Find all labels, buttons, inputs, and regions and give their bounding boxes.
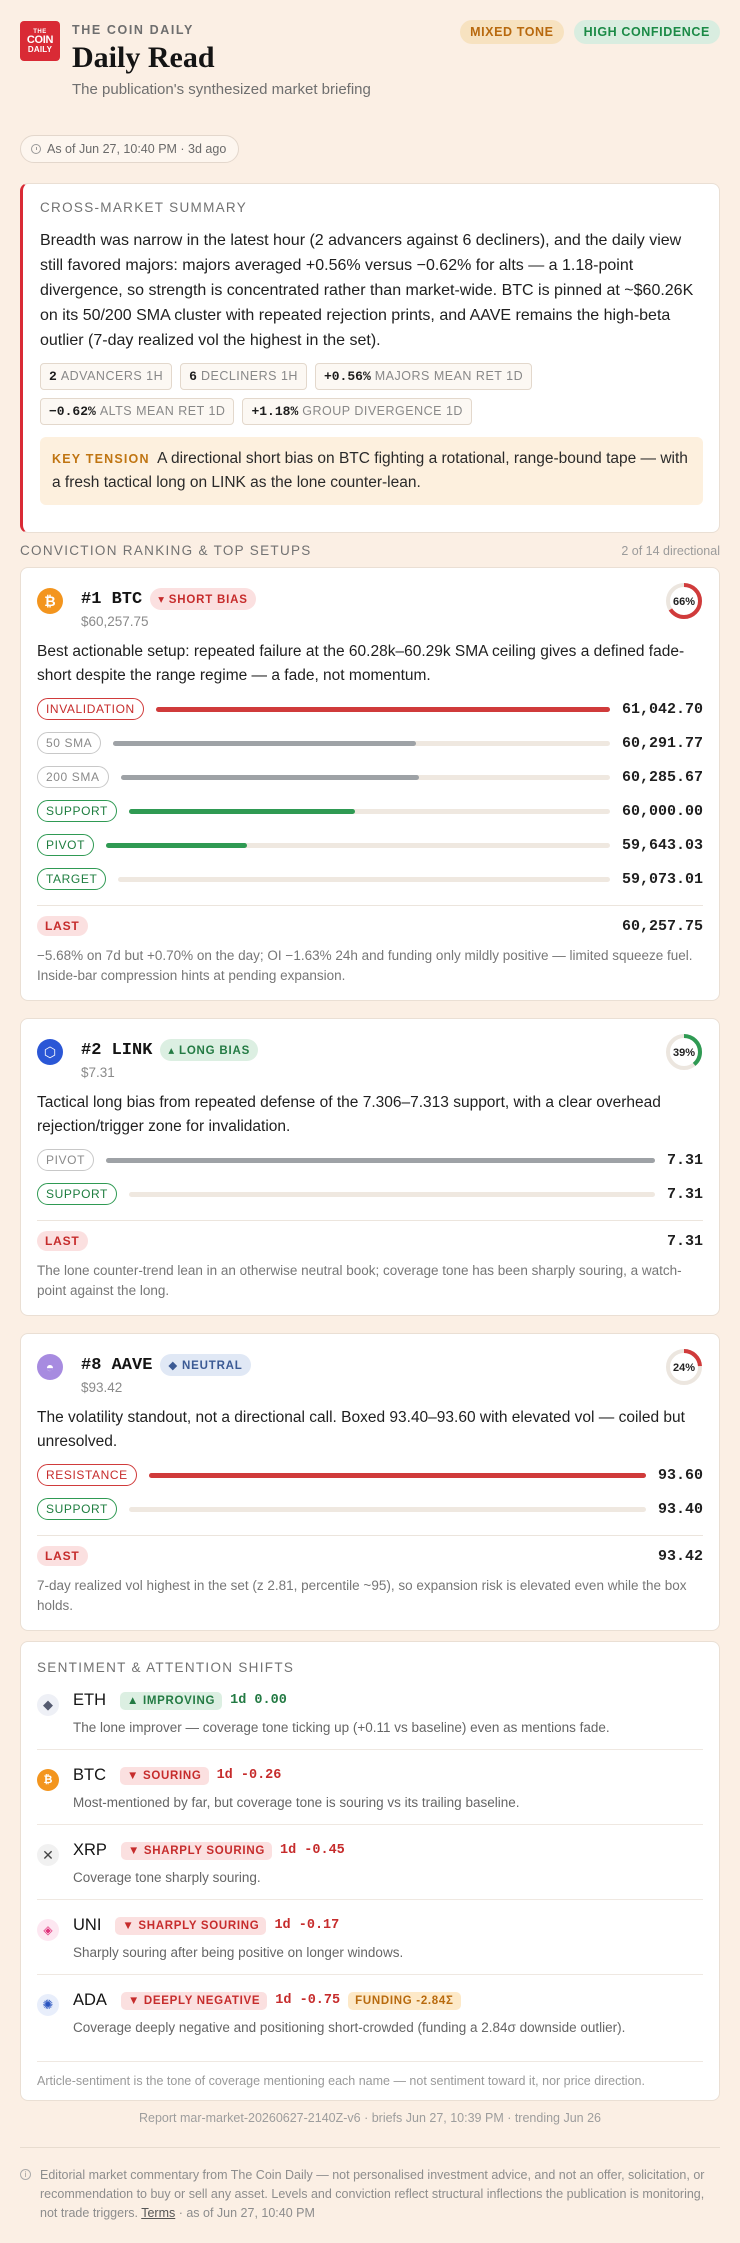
key-tension-text: A directional short bias on BTC fighting a rotational, range-bound tape — with a fresh tactical long on LINK as the lone counter-lean. xyxy=(52,450,688,491)
stat-chip xyxy=(180,363,307,390)
level-value: 93.60 xyxy=(657,1466,703,1484)
bias-badge: ◆ NEUTRAL xyxy=(160,1354,250,1376)
level-bar xyxy=(129,1507,646,1512)
level-bar-fill xyxy=(113,741,416,746)
sentiment-symbol: ETH xyxy=(73,1691,106,1709)
sentiment-row[interactable] xyxy=(37,1825,703,1900)
level-tag: TARGET xyxy=(37,868,106,890)
sentiment-symbol: XRP xyxy=(73,1841,107,1859)
level-tag: RESISTANCE xyxy=(37,1464,137,1486)
disclaimer-asof: · as of Jun 27, 10:40 PM xyxy=(175,2206,315,2220)
level-row xyxy=(37,1463,703,1487)
conviction-ring xyxy=(665,1348,703,1386)
sentiment-section xyxy=(20,1641,720,2101)
funding-tag: FUNDING -2.84Σ xyxy=(348,1992,461,2010)
setup-rank-symbol: #8 AAVE xyxy=(81,1355,153,1375)
conviction-value: 39% xyxy=(672,1047,696,1059)
report-id: Report mar-market-20260627-2140Z-v6 · briefs Jun 27, 10:39 PM · trending Jun 26 xyxy=(138,2111,602,2125)
level-row xyxy=(37,1148,703,1172)
sentiment-delta: 1d 0.00 xyxy=(230,1693,287,1708)
level-value: 61,042.70 xyxy=(621,700,703,718)
ethereum-icon: ◆ xyxy=(37,1694,59,1716)
price-levels xyxy=(37,1463,703,1521)
level-bar-fill xyxy=(149,1473,646,1478)
level-bar xyxy=(149,1473,646,1478)
stat-value: +1.18% xyxy=(251,404,299,419)
level-row xyxy=(37,731,703,755)
as-of-text: As of Jun 27, 10:40 PM · 3d ago xyxy=(47,142,227,156)
level-row xyxy=(37,765,703,789)
sentiment-description: Coverage deeply negative and positioning short-crowded (funding a 2.84σ downside outlier). xyxy=(73,2020,626,2035)
sentiment-row-top xyxy=(73,1766,703,1785)
last-value: 93.42 xyxy=(657,1547,703,1565)
level-value: 60,000.00 xyxy=(621,802,703,820)
summary-stats xyxy=(40,363,703,425)
sentiment-row[interactable] xyxy=(37,1900,703,1975)
sentiment-description: The lone improver — coverage tone ticking up (+0.11 vs baseline) even as mentions fade. xyxy=(73,1720,610,1735)
setup-note: The lone counter-trend lean in an otherwise neutral book; coverage tone has been sharply souring, a watch-point against the long. xyxy=(37,1263,682,1298)
setup-description: Tactical long bias from repeated defense of the 7.306–7.313 support, with a clear overhead rejection/trigger zone for invalidation. xyxy=(37,1094,661,1135)
level-value: 60,285.67 xyxy=(621,768,703,786)
setup-list xyxy=(20,567,720,1631)
sentiment-row[interactable] xyxy=(37,1750,703,1825)
level-row xyxy=(37,697,703,721)
level-bar xyxy=(121,775,610,780)
price-levels xyxy=(37,697,703,891)
last-price-row xyxy=(37,1535,703,1566)
key-tension xyxy=(40,437,703,505)
level-tag: PIVOT xyxy=(37,834,94,856)
setup-header xyxy=(37,584,703,630)
cardano-icon: ✺ xyxy=(37,1994,59,2016)
setup-header xyxy=(37,1035,703,1081)
info-icon: i xyxy=(20,2169,31,2180)
summary-text: Breadth was narrow in the latest hour (2 advancers against 6 decliners), and the daily view still favored majors: majors averaged +0.56% versus −0.62% for alts — a 1.18-point divergence, so strength is concentrated rather than market-wide. BTC is pinned at ~$60.26K on its 50/200 SMA cluster with repeated rejection prints, and AAVE remains the high-beta outlier (7-day realized vol the highest in the set). xyxy=(40,232,694,349)
sentiment-delta: 1d -0.75 xyxy=(275,1993,341,2008)
last-tag: LAST xyxy=(37,916,88,936)
stat-chip xyxy=(40,363,172,390)
terms-link[interactable]: Terms xyxy=(141,2206,176,2220)
level-row xyxy=(37,833,703,857)
last-tag: LAST xyxy=(37,1231,88,1251)
last-value: 7.31 xyxy=(666,1232,703,1250)
sentiment-label: SENTIMENT & ATTENTION SHIFTS xyxy=(37,1660,295,1675)
level-row xyxy=(37,799,703,823)
key-tension-label: KEY TENSION xyxy=(52,452,150,466)
stat-label: MAJORS MEAN RET 1D xyxy=(374,369,524,383)
last-value: 60,257.75 xyxy=(621,917,703,935)
summary-label: CROSS-MARKET SUMMARY xyxy=(40,200,248,215)
tone-badge: MIXED TONE xyxy=(460,20,564,44)
sentiment-tag: ▼ SOURING xyxy=(120,1767,209,1785)
sentiment-tag: ▼ DEEPLY NEGATIVE xyxy=(121,1992,267,2010)
bitcoin-icon: ₿ xyxy=(37,1769,59,1791)
stat-value: +0.56% xyxy=(323,369,371,384)
sentiment-tag: ▼ SHARPLY SOURING xyxy=(115,1917,266,1935)
sentiment-description: Coverage tone sharply souring. xyxy=(73,1870,261,1885)
sentiment-row-top xyxy=(73,1916,703,1935)
sentiment-description: Sharply souring after being positive on longer windows. xyxy=(73,1945,404,1960)
setup-card[interactable] xyxy=(20,1018,720,1316)
header-badges xyxy=(460,20,720,44)
sentiment-row-top xyxy=(73,1991,703,2010)
stat-label: GROUP DIVERGENCE 1D xyxy=(302,404,463,418)
sentiment-row[interactable] xyxy=(37,1675,703,1750)
stat-value: −0.62% xyxy=(49,404,96,419)
aave-icon: ◓ xyxy=(37,1354,63,1380)
clock-icon xyxy=(31,144,41,154)
level-value: 59,073.01 xyxy=(621,870,703,888)
publication-name: THE COIN DAILY xyxy=(72,23,194,37)
level-tag: PIVOT xyxy=(37,1149,94,1171)
level-row xyxy=(37,867,703,891)
level-tag: 50 SMA xyxy=(37,732,101,754)
setup-header xyxy=(37,1350,703,1396)
bitcoin-icon: ₿ xyxy=(37,588,63,614)
sentiment-delta: 1d -0.17 xyxy=(274,1918,340,1933)
level-bar-fill xyxy=(156,707,610,712)
uniswap-icon: ◈ xyxy=(37,1919,59,1941)
setup-card[interactable] xyxy=(20,1333,720,1631)
level-value: 59,643.03 xyxy=(621,836,703,854)
stat-label: DECLINERS 1H xyxy=(200,369,298,383)
setup-price: $7.31 xyxy=(81,1065,115,1080)
setup-note: −5.68% on 7d but +0.70% on the day; OI −1.63% 24h and funding only mildly positive — limited squeeze fuel. Inside-bar compression hints at pending expansion. xyxy=(37,948,693,983)
publication-logo[interactable]: THE COIN DAILY xyxy=(20,21,60,61)
level-bar-fill xyxy=(106,1158,655,1163)
confidence-badge: HIGH CONFIDENCE xyxy=(574,20,720,44)
last-price-row xyxy=(37,905,703,936)
setup-title xyxy=(81,1354,251,1376)
setup-title xyxy=(81,1039,258,1061)
xrp-icon: ✕ xyxy=(37,1844,59,1866)
stat-chip xyxy=(242,398,472,425)
level-value: 93.40 xyxy=(657,1500,703,1518)
sentiment-delta: 1d -0.45 xyxy=(279,1843,345,1858)
ranking-header xyxy=(20,543,720,558)
level-row xyxy=(37,1182,703,1206)
sentiment-row[interactable] xyxy=(37,1975,703,2049)
level-bar xyxy=(113,741,610,746)
sentiment-row-top xyxy=(73,1691,703,1710)
level-bar xyxy=(106,843,610,848)
stat-chip xyxy=(40,398,234,425)
disclaimer xyxy=(20,2147,720,2223)
price-levels xyxy=(37,1148,703,1206)
sentiment-row-top xyxy=(73,1841,703,1860)
setup-description: Best actionable setup: repeated failure at the 60.28k–60.29k SMA ceiling gives a defined fade-short despite the range regime — a fade, not momentum. xyxy=(37,643,685,684)
setup-price: $60,257.75 xyxy=(81,614,149,629)
conviction-ring xyxy=(665,582,703,620)
setup-title xyxy=(81,588,256,610)
sentiment-tag: ▲ IMPROVING xyxy=(120,1692,222,1710)
page-subtitle: The publication's synthesized market briefing xyxy=(72,81,371,98)
level-tag: SUPPORT xyxy=(37,800,117,822)
stat-label: ADVANCERS 1H xyxy=(60,369,164,383)
level-bar xyxy=(129,1192,655,1197)
level-tag: SUPPORT xyxy=(37,1498,117,1520)
setup-card[interactable] xyxy=(20,567,720,1001)
ranking-count: 2 of 14 directional xyxy=(621,544,720,558)
bias-badge: ▴ LONG BIAS xyxy=(160,1039,258,1061)
conviction-value: 24% xyxy=(672,1362,696,1374)
level-tag: INVALIDATION xyxy=(37,698,144,720)
bias-badge: ▾ SHORT BIAS xyxy=(150,588,256,610)
setup-rank-symbol: #2 LINK xyxy=(81,1040,153,1060)
chainlink-icon: ⬡ xyxy=(37,1039,63,1065)
level-value: 7.31 xyxy=(666,1185,703,1203)
stat-value: 6 xyxy=(189,369,197,384)
level-tag: SUPPORT xyxy=(37,1183,117,1205)
stat-value: 2 xyxy=(49,369,57,384)
setup-description: The volatility standout, not a directional call. Boxed 93.40–93.60 with elevated vol — coiled but unresolved. xyxy=(37,1409,685,1450)
level-bar-fill xyxy=(129,809,355,814)
level-bar xyxy=(129,809,610,814)
header xyxy=(20,20,720,104)
disclaimer-text: Editorial market commentary from The Coin Daily — not personalised investment advice, and not an offer, solicitation, or recommendation to buy or sell any asset. Levels and conviction reflect structural inflections the publication is monitoring, not trade triggers. xyxy=(40,2168,705,2220)
setup-note: 7-day realized vol highest in the set (z 2.81, percentile ~95), so expansion risk is elevated even while the box holds. xyxy=(37,1578,687,1613)
sentiment-list xyxy=(37,1675,703,2049)
conviction-ring xyxy=(665,1033,703,1071)
setup-price: $93.42 xyxy=(81,1380,123,1395)
last-price-row xyxy=(37,1220,703,1251)
level-value: 7.31 xyxy=(666,1151,703,1169)
level-bar xyxy=(118,877,610,882)
last-tag: LAST xyxy=(37,1546,88,1566)
cross-market-summary xyxy=(20,183,720,533)
stat-chip xyxy=(315,363,532,390)
sentiment-delta: 1d -0.26 xyxy=(216,1768,282,1783)
level-bar xyxy=(156,707,610,712)
as-of-chip xyxy=(20,135,239,163)
level-value: 60,291.77 xyxy=(621,734,703,752)
sentiment-symbol: ADA xyxy=(73,1991,107,2009)
sentiment-footnote: Article-sentiment is the tone of coverage mentioning each name — not sentiment toward it, nor price direction. xyxy=(37,2061,703,2088)
stat-label: ALTS MEAN RET 1D xyxy=(99,404,226,418)
ranking-label: CONVICTION RANKING & TOP SETUPS xyxy=(20,543,312,558)
level-bar-fill xyxy=(106,843,247,848)
sentiment-tag: ▼ SHARPLY SOURING xyxy=(121,1842,272,1860)
page-title: Daily Read xyxy=(72,41,215,74)
level-bar xyxy=(106,1158,655,1163)
level-tag: 200 SMA xyxy=(37,766,109,788)
level-row xyxy=(37,1497,703,1521)
sentiment-symbol: UNI xyxy=(73,1916,102,1934)
setup-rank-symbol: #1 BTC xyxy=(81,589,143,609)
level-bar-fill xyxy=(121,775,420,780)
sentiment-description: Most-mentioned by far, but coverage tone is souring vs its trailing baseline. xyxy=(73,1795,520,1810)
conviction-value: 66% xyxy=(672,596,696,608)
sentiment-symbol: BTC xyxy=(73,1766,106,1784)
